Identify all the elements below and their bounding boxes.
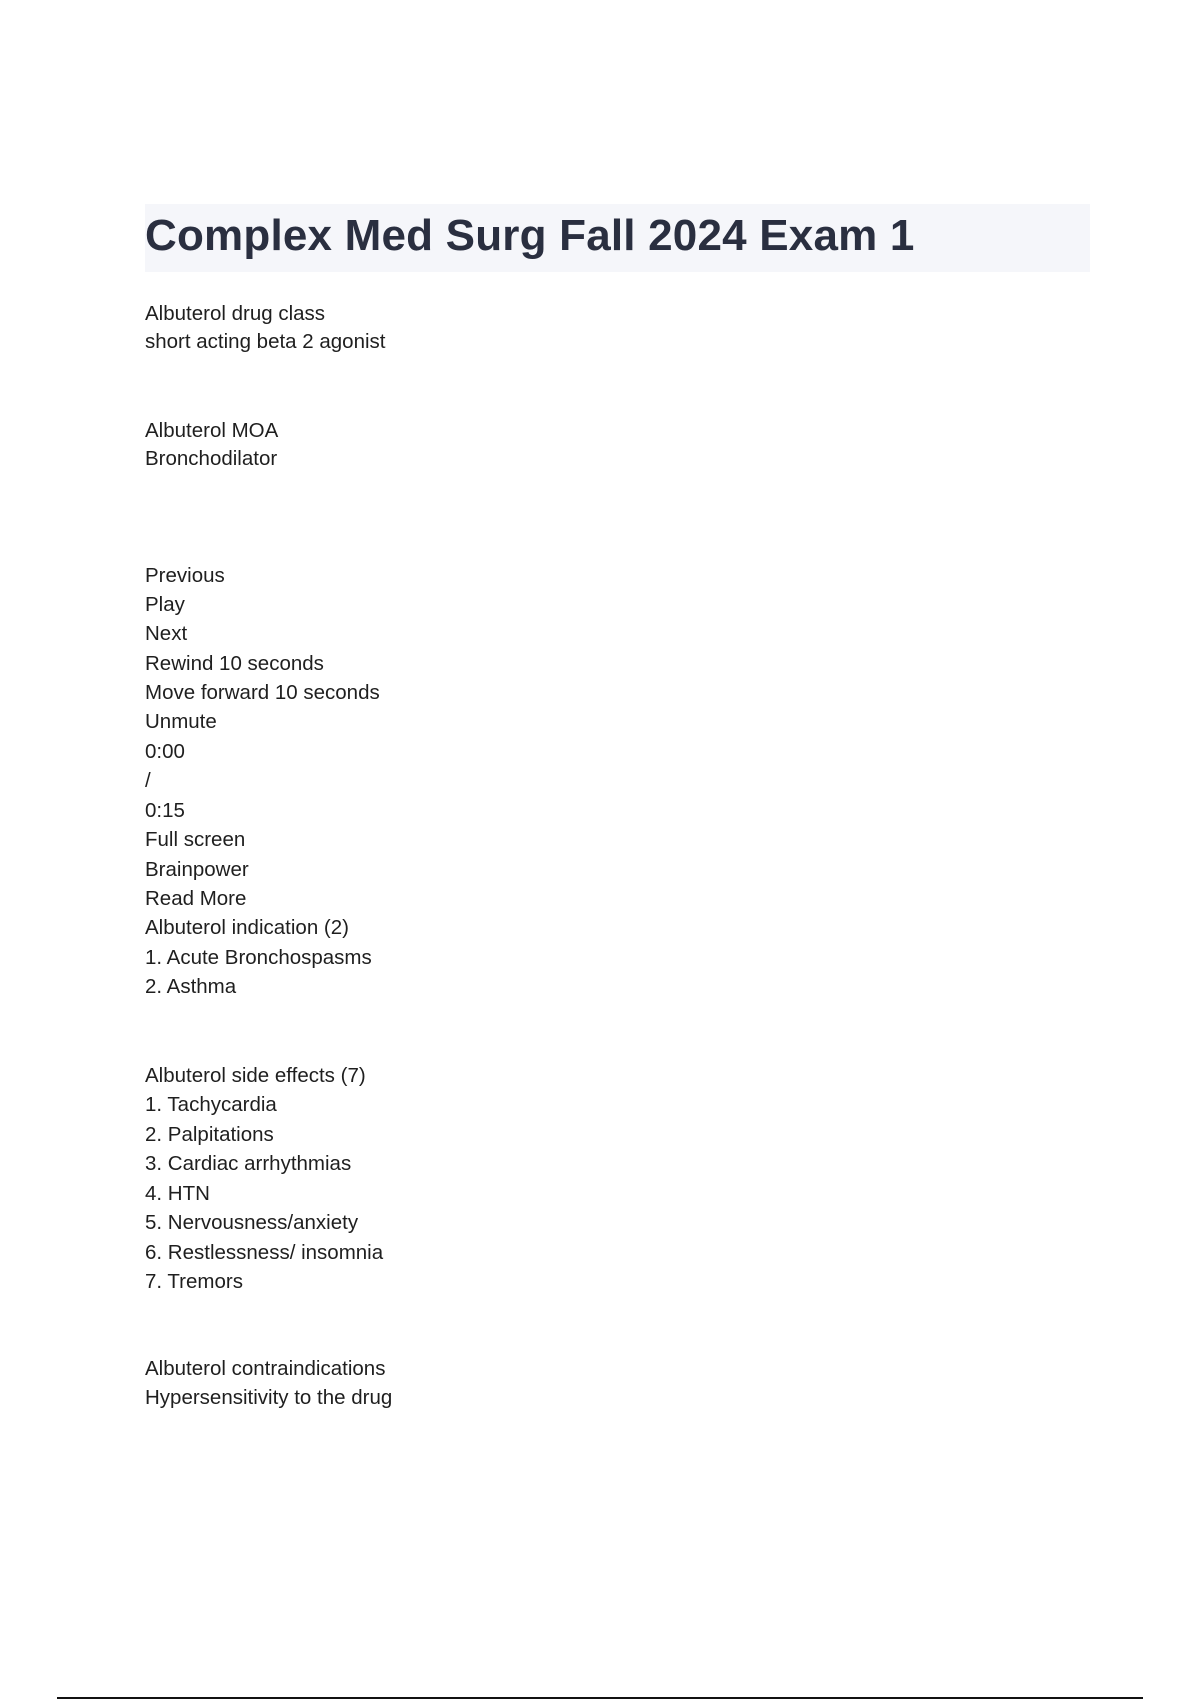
fullscreen-button[interactable]: Full screen [145, 828, 246, 851]
list-item: 3. Cardiac arrhythmias [145, 1152, 352, 1175]
card-answer-contraindications: Hypersensitivity to the drug [145, 1386, 393, 1409]
forward-button[interactable]: Move forward 10 seconds [145, 681, 380, 704]
card-question-drug-class: Albuterol drug class [145, 302, 326, 325]
list-item: 7. Tremors [145, 1270, 243, 1293]
card-question-side-effects: Albuterol side effects (7) [145, 1064, 366, 1087]
read-more-link[interactable]: Read More [145, 887, 247, 910]
duration: 0:15 [145, 799, 185, 822]
list-item: 4. HTN [145, 1182, 210, 1205]
card-question-indication: Albuterol indication (2) [145, 916, 349, 939]
card-answer-moa: Bronchodilator [145, 447, 278, 470]
play-button[interactable]: Play [145, 593, 185, 616]
unmute-button[interactable]: Unmute [145, 710, 217, 733]
list-item: 1. Acute Bronchospasms [145, 946, 372, 969]
list-item: 6. Restlessness/ insomnia [145, 1241, 384, 1264]
page-title: Complex Med Surg Fall 2024 Exam 1 [145, 211, 915, 260]
rewind-button[interactable]: Rewind 10 seconds [145, 652, 324, 675]
title-banner [145, 204, 1090, 272]
card-question-contraindications: Albuterol contraindications [145, 1357, 386, 1380]
list-item: 2. Palpitations [145, 1123, 274, 1146]
previous-button[interactable]: Previous [145, 564, 225, 587]
next-button[interactable]: Next [145, 622, 188, 645]
brand-link[interactable]: Brainpower [145, 858, 249, 881]
list-item: 5. Nervousness/anxiety [145, 1211, 359, 1234]
list-item: 1. Tachycardia [145, 1093, 277, 1116]
page-divider [57, 1697, 1143, 1699]
card-question-moa: Albuterol MOA [145, 419, 279, 442]
card-answer-drug-class: short acting beta 2 agonist [145, 330, 386, 353]
time-separator: / [145, 769, 151, 792]
list-item: 2. Asthma [145, 975, 237, 998]
current-time: 0:00 [145, 740, 185, 763]
